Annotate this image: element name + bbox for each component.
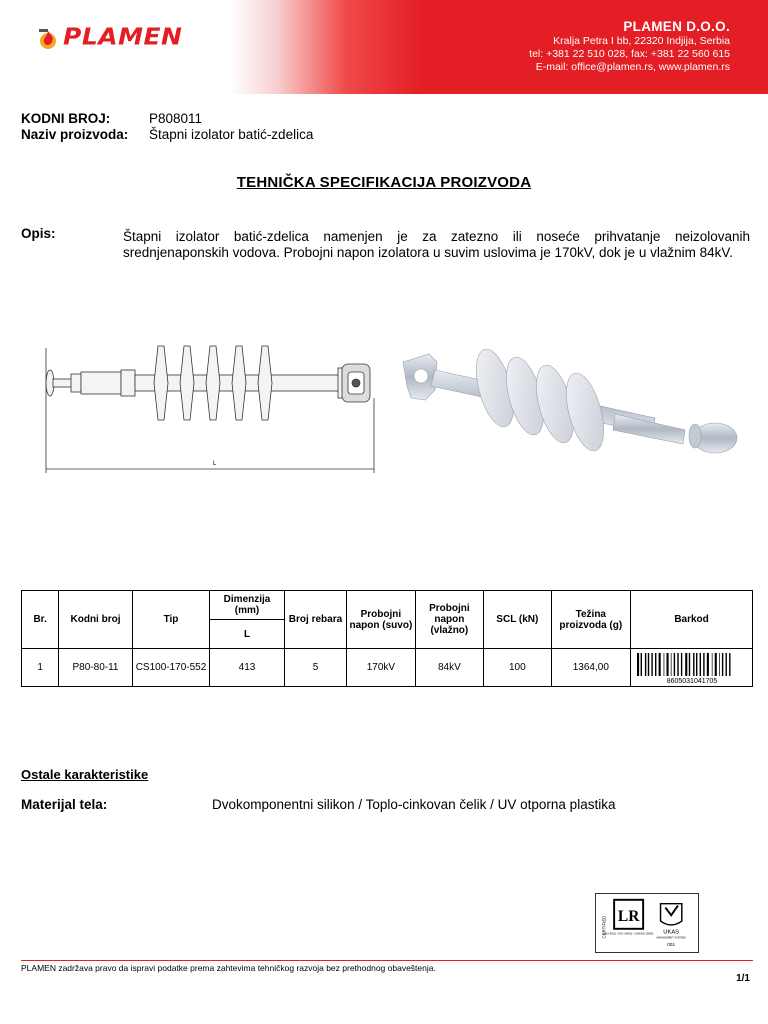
barcode-bar [693,653,694,676]
barcode-bar [725,653,726,676]
header-code: Kodni broj [59,591,133,649]
company-info [529,20,730,74]
description-text: Štapni izolator batić-zdelica namenjen je za zatezno ili noseće prihvatanje neizolovanih srednjenaponskih vodova. Probojni napon izolatora u suvim uslovima je 170kV, dok je u vlažnim 84kV. [123,229,750,260]
material-label: Materijal tela: [21,797,108,812]
barcode-bar [673,653,674,676]
barcode-bar [647,653,648,676]
ukas-sub-text: MANAGEMENT SYSTEMS [656,936,686,940]
cell-br: 1 [22,649,59,687]
cell-scl: 100 [484,649,551,687]
barcode-bar [719,653,720,676]
cell-barcode [631,649,753,687]
table-row [22,649,753,687]
certification-logo [595,893,699,953]
barcode-bar [688,653,689,676]
barcode-bar [721,653,722,676]
barcode-bar [666,653,668,676]
header-scl: SCL (kN) [484,591,551,649]
cell-dry: 170kV [347,649,415,687]
cell-dimension: 413 [210,649,285,687]
footer-note: PLAMEN zadržava pravo da ispravi podatke prema zahtevima tehničkog razvoja bez prethodnog obaveštenja. [21,963,436,973]
cell-type: CS100-170-552 [132,649,210,687]
header-dimension-l: L [210,620,285,649]
header-dry: Probojni napon (suvo) [347,591,415,649]
barcode-bar [663,653,664,676]
barcode-bar [670,653,671,676]
cert-number: 001 [667,943,676,949]
header-ribs: Broj rebara [284,591,346,649]
page-header [0,0,768,94]
barcode-image [635,652,749,684]
plamen-logo [37,22,217,54]
page-number: 1/1 [736,973,750,984]
flame-logo-icon [37,28,59,50]
barcode-bar [685,653,687,676]
barcode-bar [658,653,660,676]
company-address: Kralja Petra I bb, 22320 Indjija, Serbia [553,35,730,47]
barcode-bar [729,653,730,676]
material-value: Dvokomponentni silikon / Toplo-cinkovan čelik / UV otporna plastika [212,797,616,812]
dimension-label: L [213,461,217,467]
spec-table [21,590,753,687]
barcode-bar [637,653,639,676]
iso-text: ISO 9001 / ISO 14001 / OHSAS 18001 [603,931,654,936]
barcode-bar [714,653,716,676]
cell-code: P80-80-11 [59,649,133,687]
barcode-bar [655,653,656,676]
code-row [21,111,313,127]
barcode-bar [640,653,641,676]
certified-text: CERTIFIED [601,915,607,939]
name-row [21,127,313,143]
logo-text: PLAMEN [63,23,183,50]
barcode-bar [644,653,645,676]
description-label: Opis: [21,226,56,241]
table-header-row [22,591,753,620]
lr-mark: LR [617,908,640,926]
footer-divider [21,960,753,961]
barcode-number: 8605031041705 [666,677,717,684]
insulator-photo [395,340,745,465]
code-value: P808011 [149,111,203,126]
barcode-bar [696,653,697,676]
company-name: PLAMEN D.O.O. [623,19,730,34]
header-br: Br. [22,591,59,649]
cell-wet: 84kV [415,649,483,687]
company-email[interactable]: E-mail: office@plamen.rs, www.plamen.rs [535,61,730,73]
name-label: Naziv proizvoda: [21,127,129,142]
barcode-bar [703,653,704,676]
barcode-bar [711,653,712,676]
code-label: KODNI BROJ: [21,111,111,126]
product-meta [21,111,313,143]
page-title: TEHNIČKA SPECIFIKACIJA PROIZVODA [236,174,532,191]
company-phone: tel: +381 22 510 028, fax: +381 22 560 615 [529,48,730,60]
barcode-bar [699,653,700,676]
header-barcode: Barkod [631,591,753,649]
header-wet: Probojni napon (vlažno) [415,591,483,649]
insulator-drawing [38,338,388,478]
header-weight: Težina proizvoda (g) [551,591,631,649]
barcode-bar [677,653,678,676]
cell-ribs: 5 [284,649,346,687]
barcode-bar [651,653,652,676]
barcode-bar [706,653,708,676]
ukas-text: UKAS [663,929,680,936]
header-type: Tip [132,591,210,649]
barcode-bar [680,653,681,676]
name-value: Štapni izolator batić-zdelica [149,127,314,142]
other-characteristics-heading: Ostale karakteristike [21,767,149,782]
cell-weight: 1364,00 [551,649,631,687]
header-dimension: Dimenzija (mm) [210,591,285,620]
